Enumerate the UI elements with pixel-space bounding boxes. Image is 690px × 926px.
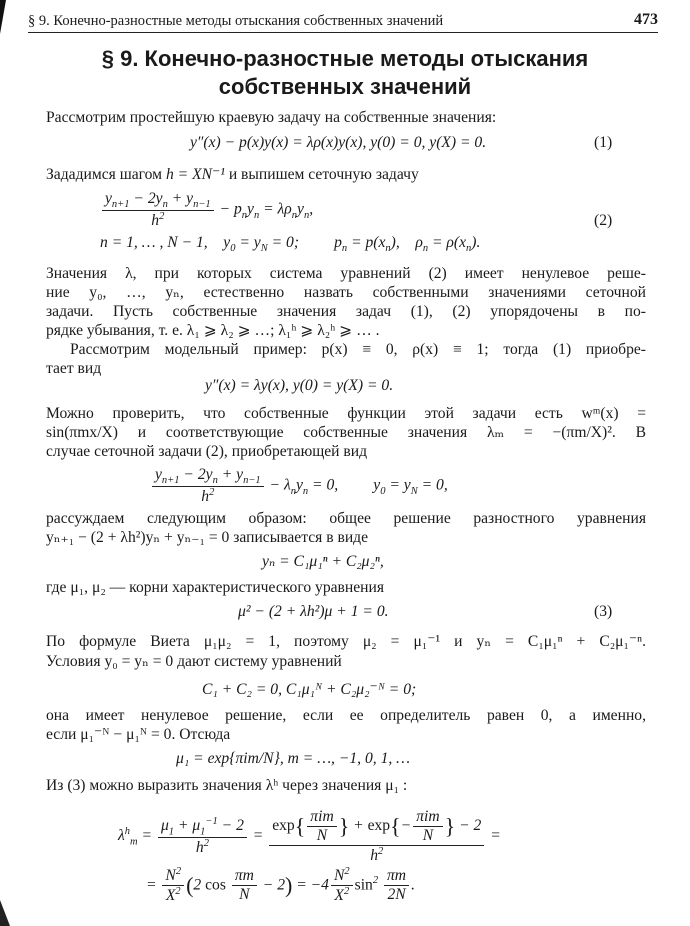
fraction-n2-x2-b: $\frac{N^2}{X^2}$ — [331, 866, 353, 905]
section-title-line2: собственных значений — [218, 74, 472, 99]
fraction-mu: $\frac{\mu_1 + \mu_1^{-1} - 2}{h^2}$ — [158, 816, 247, 857]
step-formula: h = XN⁻¹ — [165, 166, 225, 183]
equation-model: y″(x) = λy(x), y(0) = y(X) = 0. — [205, 377, 394, 394]
equation-lambda-h-result: = $\frac{N^2}{X^2}$ (2 cos $\frac{\pi m}{N}$ − 2) = −4 $\frac{N^2}{X^2}$ $\sin^2$ $\frac{\pi m}{2N}$ . — [146, 866, 415, 905]
equation-general-solution: yₙ = C₁μ₁ⁿ + C₂μ₂ⁿ, — [262, 553, 384, 570]
paragraph-determinant-l2: если μ₁⁻ᴺ − μ₁ᴺ = 0. Отсюда — [46, 726, 231, 743]
paragraph-vieta-l2: Условия y₀ = yₙ = 0 дают систему уравнений — [46, 653, 342, 670]
equation-2-number: (2) — [594, 212, 613, 229]
equation-lambda-h: $\lambda^h_m$ = $\frac{\mu_1 + \mu_1^{-1} - 2}{h^2}$ = exp{ $\frac{\text{πim}}{N}$ } + exp{− $\frac{\text{πim}}{N}$ } − 2 $h^2$ = — [118, 808, 501, 865]
paragraph-eigen-l4: рядке убывания, т. е. λ₁ ⩾ λ₂ ⩾ …; λ₁ʰ ⩾ λ₂ʰ ⩾ … . — [46, 322, 380, 339]
paragraph-reason-l2: yₙ₊₁ − (2 + λh²)yₙ + yₙ₋₁ = 0 записывается в виде — [46, 529, 369, 546]
fraction-exp: exp{ $\frac{\text{πim}}{N}$ } + exp{− $\frac{\text{πim}}{N}$ } − 2 $h^2$ — [269, 808, 484, 865]
paragraph-reason-l1: рассуждаем следующим образом: общее решение разностного уравнения — [46, 510, 646, 527]
equation-model-grid: $\frac{y_{n+1} - 2y_n + y_{n-1}}{h^2}$ − $\lambda_ny_n = 0$, $y_0 = y_N = 0$, — [150, 466, 448, 506]
paragraph-step-text-b: и выпишем сеточную задачу — [228, 166, 419, 183]
equation-1: y″(x) − p(x)y(x) = λρ(x)y(x), y(0) = 0, y(X) = 0. — [190, 134, 487, 151]
equation-2-line2: n = 1, … , N − 1, $y_0 = y_N = 0$; $p_n = p(x_n)$, $\rho_n = \rho(x_n)$. — [100, 234, 481, 255]
page-number: 473 — [634, 11, 658, 28]
fraction-pim-n: $\frac{\pi m}{N}$ — [232, 867, 257, 904]
equation-1-number: (1) — [594, 134, 613, 151]
fraction-model-grid: $\frac{y_{n+1} - 2y_n + y_{n-1}}{h^2}$ — [152, 466, 264, 506]
paragraph-roots: где μ₁, μ₂ — корни характеристического уравнения — [46, 579, 385, 596]
running-head-title: § 9. Конечно-разностные методы отыскания собственных значений — [28, 13, 444, 29]
paragraph-model-l2: тает вид — [46, 360, 102, 377]
paragraph-vieta-l1: По формуле Виета μ₁μ₂ = 1, поэтому μ₂ = μ₁⁻¹ и yₙ = C₁μ₁ⁿ + C₂μ₁⁻ⁿ. — [46, 633, 646, 650]
paragraph-eigen-l1: Значения λ, при которых система уравнений (2) имеет ненулевое реше- — [46, 265, 646, 282]
section-title-line1: § 9. Конечно-разностные методы отыскания — [101, 46, 589, 71]
paragraph-check-l1: Можно проверить, что собственные функции этой задачи есть wᵐ(x) = — [46, 405, 646, 422]
equation-characteristic: μ² − (2 + λh²)μ + 1 = 0. — [238, 603, 389, 620]
paragraph-intro: Рассмотрим простейшую краевую задачу на собственные значения: — [46, 109, 497, 126]
equation-3-number: (3) — [594, 603, 613, 620]
paragraph-step — [46, 165, 646, 184]
paragraph-model-l1: Рассмотрим модельный пример: p(x) ≡ 0, ρ(x) ≡ 1; тогда (1) приобре- — [70, 341, 646, 358]
paragraph-step-text-a: Зададимся шагом — [46, 166, 163, 183]
paragraph-check-l3: случае сеточной задачи (2), приобретающей вид — [46, 443, 368, 460]
running-head — [28, 10, 658, 33]
paragraph-eigen-l2: ние y₀, …, yₙ, естественно назвать собственными значениями сеточной — [46, 284, 646, 301]
paragraph-determinant-l1: она имеет ненулевое решение, если ее определитель равен 0, а именно, — [46, 707, 646, 724]
fraction-pim-2n: $\frac{\pi m}{2N}$ — [384, 867, 409, 904]
scan-corner-mark — [0, 0, 6, 34]
equation-system: C₁ + C₂ = 0, C₁μ₁ᴺ + C₂μ₂⁻ᴺ = 0; — [202, 681, 417, 698]
fraction-n2-x2: $\frac{N^2}{X^2}$ — [162, 866, 184, 905]
equation-2-line1: $\frac{y_{n+1} - 2y_n + y_{n-1}}{h^2}$ − $p_ny_n = \lambda\rho_ny_n$, — [100, 190, 313, 230]
scan-corner-mark-bottom — [0, 900, 10, 926]
paragraph-check-l2: sin(πmx/X) и соответствующие собственные значения λₘ = −(πm/X)². В — [46, 424, 646, 441]
fraction-second-difference: $\frac{y_{n+1} - 2y_n + y_{n-1}}{h^2}$ — [102, 190, 214, 230]
paragraph-eigen-l3: задачи. Пусть собственные значения задач (1), (2) упорядочены в по- — [46, 303, 646, 320]
equation-mu: μ₁ = exp{πim/N}, m = …, −1, 0, 1, … — [176, 750, 411, 767]
paragraph-express: Из (3) можно выразить значения λʰ через значения μ₁ : — [46, 777, 408, 794]
